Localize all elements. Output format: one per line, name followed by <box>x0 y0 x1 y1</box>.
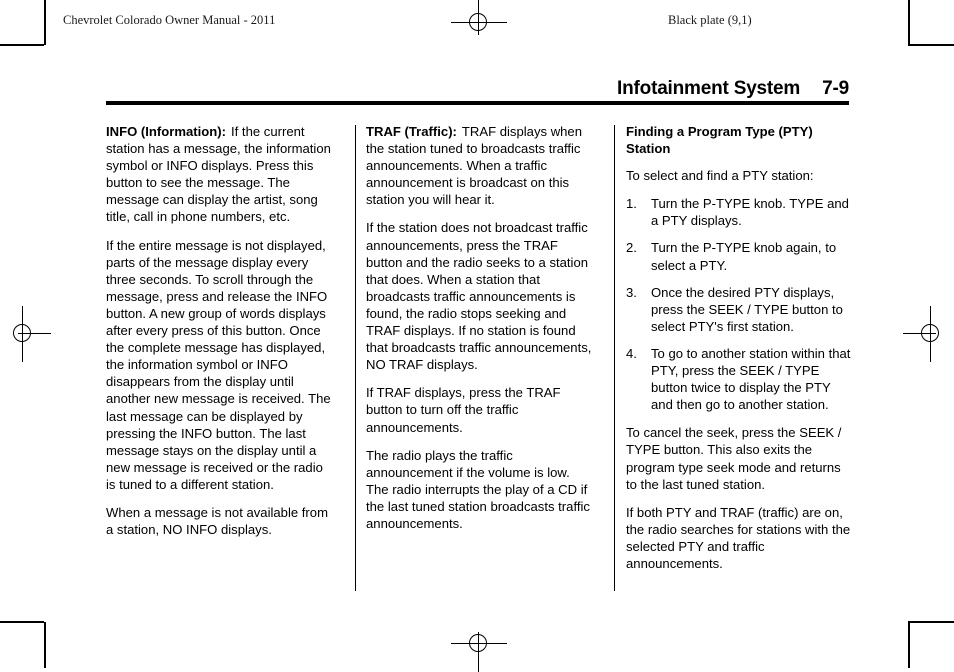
column-heading: Finding a Program Type (PTY) Station <box>626 124 813 157</box>
body-columns <box>106 123 854 593</box>
registration-crosshair-vertical <box>22 306 23 362</box>
body-paragraph <box>106 504 334 538</box>
registration-crosshair-vertical <box>478 0 479 35</box>
crop-mark-top-right-vertical <box>908 0 910 45</box>
registration-crosshair-horizontal <box>903 333 936 334</box>
page-title <box>106 78 849 100</box>
header-rule <box>106 101 849 105</box>
registration-mark-top-icon <box>451 0 507 51</box>
registration-crosshair-horizontal <box>451 643 507 644</box>
list-item-number: 1. <box>626 196 637 212</box>
crop-mark-bottom-left-vertical <box>44 622 46 668</box>
crop-mark-bottom-left-horizontal <box>0 621 44 623</box>
body-paragraph <box>366 384 594 435</box>
column-divider-2 <box>614 125 615 591</box>
list-item <box>626 195 854 229</box>
list-item-text: To go to another station within that PTY, press the SEEK / TYPE button twice to display the PTY and then go to another station. <box>651 345 851 413</box>
paragraph-lead-term: INFO (Information): <box>106 124 227 139</box>
list-item-text: Turn the P-TYPE knob again, to select a PTY. <box>651 240 837 273</box>
text-column-3 <box>626 123 854 593</box>
paragraph-text: If TRAF displays, press the TRAF button to turn off the traffic announcements. <box>366 385 561 435</box>
paragraph-text: If the station does not broadcast traffic announcements, press the TRAF button and the radio seeks to a station that does. When a station that broadcasts traffic announcements is found, the radio stops seeking and TRAF displays. If no station is found that broadcasts traffic announcements, NO TRAF displays. <box>366 220 592 373</box>
registration-mark-right-icon <box>903 306 954 362</box>
registration-crosshair-vertical <box>930 306 931 362</box>
paragraph-text: To select and find a PTY station: <box>626 168 814 184</box>
paragraph-text: To cancel the seek, press the SEEK / TYPE button. This also exits the program type seek mode and returns to the last tuned station. <box>626 425 842 492</box>
text-column-2 <box>366 123 594 593</box>
list-item-text: Turn the P-TYPE knob. TYPE and a PTY displays. <box>651 196 849 229</box>
crop-mark-top-left-horizontal <box>0 44 44 46</box>
body-paragraph <box>106 123 334 226</box>
section-title: Infotainment System <box>617 78 801 99</box>
list-item-number: 2. <box>626 240 637 256</box>
list-item-number: 4. <box>626 345 637 361</box>
paragraph-text: If the entire message is not displayed, parts of the message display every three seconds. To scroll through the message, press and release the INFO button. A new group of words displays after every press of this button. Once the complete message has displayed, the information symbol or INFO disappears from the display until another new message is received. The last message can be displayed by pressing the INFO button. The last message stays on the display until a new message is received or the radio is tuned to a different station. <box>106 237 331 492</box>
body-paragraph <box>366 447 594 532</box>
registration-crosshair-horizontal <box>451 22 507 23</box>
paragraph-text: The radio plays the traffic announcement if the volume is low. The radio interrupts the play of a CD if the last tuned station broadcasts traffic announcements. <box>366 447 590 531</box>
list-item-number: 3. <box>626 284 637 300</box>
crop-mark-top-right-horizontal <box>908 44 954 46</box>
paragraph-text: If both PTY and TRAF (traffic) are on, the radio searches for stations with the selected PTY and traffic announcements. <box>626 504 851 571</box>
registration-mark-left-icon <box>0 306 51 362</box>
body-paragraph <box>106 237 334 493</box>
paragraph-text: TRAF displays when the station tuned to broadcasts traffic announcements. When a traffic announcement is broadcast on this station you will hear it. <box>366 124 582 208</box>
paragraph-text: When a message is not available from a station, NO INFO displays. <box>106 504 328 538</box>
crop-mark-bottom-right-vertical <box>908 622 910 668</box>
crop-mark-bottom-right-horizontal <box>908 621 954 623</box>
body-paragraph <box>626 167 854 184</box>
body-paragraph <box>366 219 594 373</box>
registration-mark-bottom-icon <box>451 616 507 672</box>
body-paragraph <box>366 123 594 208</box>
manual-slug-left: Chevrolet Colorado Owner Manual - 2011 <box>63 13 276 27</box>
crop-mark-top-left-vertical <box>44 0 46 45</box>
paragraph-lead-term: TRAF (Traffic): <box>366 124 457 139</box>
body-paragraph <box>626 504 854 572</box>
manual-slug-right: Black plate (9,1) <box>668 13 752 27</box>
body-paragraph <box>626 424 854 492</box>
paragraph-text: If the current station has a message, the information symbol or INFO displays. Press this button to see the message. The message can display the artist, song title, call in phone numbers, etc. <box>106 124 331 225</box>
list-item <box>626 239 854 273</box>
registration-crosshair-vertical <box>478 632 479 672</box>
numbered-step-list <box>626 195 854 413</box>
list-item <box>626 345 854 413</box>
column-divider-1 <box>355 125 356 591</box>
text-column-1 <box>106 123 334 593</box>
list-item-text: Once the desired PTY displays, press the SEEK / TYPE button to select PTY's first station. <box>651 284 843 334</box>
page-number: 7-9 <box>822 78 849 99</box>
list-item <box>626 284 854 335</box>
